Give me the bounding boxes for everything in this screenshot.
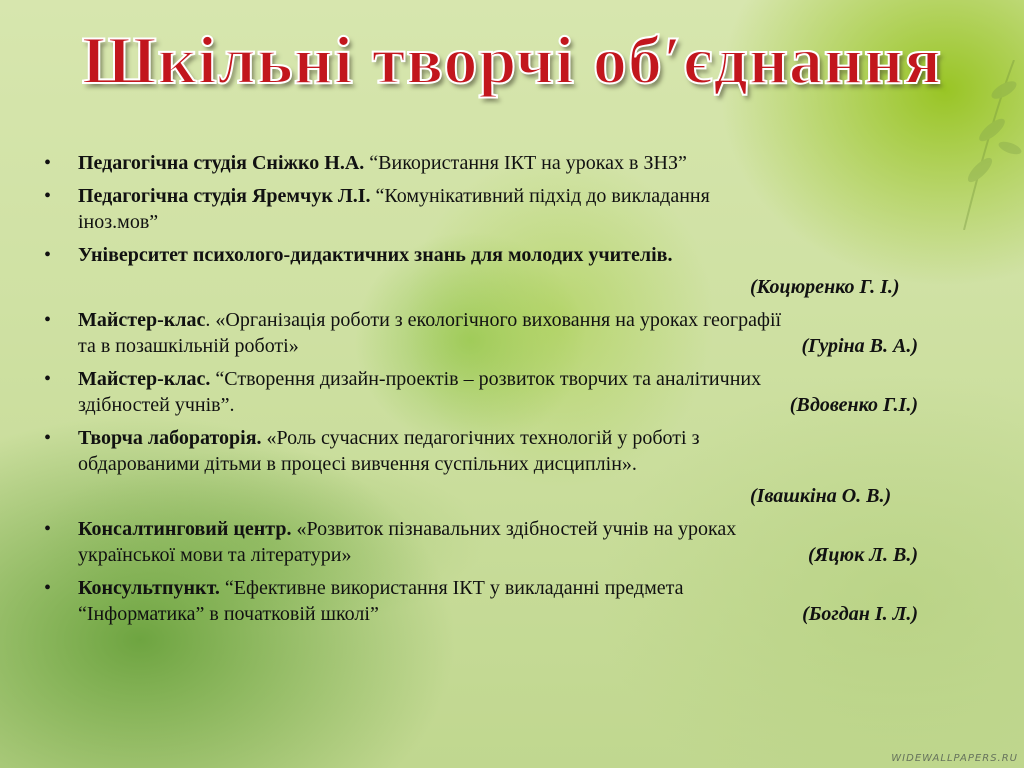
item-text: «Розвиток пізнавальних здібностей учнів на уроках bbox=[291, 518, 737, 540]
item-author: (Івашкіна О. В.) bbox=[750, 485, 892, 507]
bullet: • bbox=[44, 427, 52, 449]
item-text-continued: “Інформатика” в початковій школі” bbox=[78, 603, 379, 625]
list-item bbox=[40, 575, 1000, 627]
item-text: . «Організація роботи з екологічного виховання на уроках географії bbox=[205, 309, 782, 331]
item-author: (Богдан І. Л.) bbox=[802, 603, 918, 625]
item-text: “Ефективне використання ІКТ у викладанні предмета bbox=[219, 577, 684, 599]
item-text-continued: іноз.мов” bbox=[78, 211, 159, 233]
bullet: • bbox=[44, 244, 52, 266]
item-label: Консалтинговий центр. bbox=[78, 518, 292, 540]
item-text: «Роль сучасних педагогічних технологій у роботі з bbox=[261, 427, 700, 449]
list-item bbox=[40, 150, 1000, 176]
item-label: Майстер-клас bbox=[78, 309, 206, 331]
item-author: (Яцюк Л. В.) bbox=[807, 544, 918, 566]
bullet: • bbox=[44, 577, 52, 599]
item-label: Педагогічна студія Яремчук Л.І. bbox=[78, 185, 371, 207]
bullet: • bbox=[44, 185, 52, 207]
item-label: Педагогічна студія Сніжко Н.А. bbox=[78, 152, 365, 174]
item-text-continued: та в позашкільній роботі» bbox=[78, 335, 299, 357]
item-author: (Гуріна В. А.) bbox=[801, 335, 918, 357]
watermark: WIDEWALLPAPERS.RU bbox=[891, 753, 1018, 764]
bullet: • bbox=[44, 518, 52, 540]
item-author: (Коцюренко Г. І.) bbox=[750, 276, 900, 298]
list-item bbox=[40, 425, 1000, 509]
bullet: • bbox=[44, 152, 52, 174]
list-item bbox=[40, 516, 1000, 568]
slide-title: Шкільні творчі об′єднання bbox=[81, 22, 943, 98]
list-item bbox=[40, 183, 1000, 235]
item-author: (Вдовенко Г.І.) bbox=[789, 394, 918, 416]
item-text: “Використання ІКТ на уроках в ЗНЗ” bbox=[364, 152, 687, 174]
list-item bbox=[40, 366, 1000, 418]
item-label: Консультпункт. bbox=[78, 577, 220, 599]
list-item bbox=[40, 242, 1000, 300]
item-label: Майстер-клас. bbox=[78, 368, 211, 390]
item-text: “Комунікативний підхід до викладання bbox=[370, 185, 710, 207]
item-text: “Створення дизайн-проектів – розвиток творчих та аналітичних bbox=[210, 368, 762, 390]
item-text-continued: здібностей учнів”. bbox=[78, 394, 235, 416]
list-item bbox=[40, 307, 1000, 359]
item-list bbox=[40, 150, 1000, 634]
item-text-continued: української мови та літератури» bbox=[78, 544, 352, 566]
item-text-continued: обдарованими дітьми в процесі вивчення суспільних дисциплін». bbox=[78, 453, 637, 475]
bullet: • bbox=[44, 368, 52, 390]
bullet: • bbox=[44, 309, 52, 331]
item-label: Університет психолого-дидактичних знань для молодих учителів. bbox=[78, 244, 673, 266]
item-label: Творча лабораторія. bbox=[78, 427, 262, 449]
